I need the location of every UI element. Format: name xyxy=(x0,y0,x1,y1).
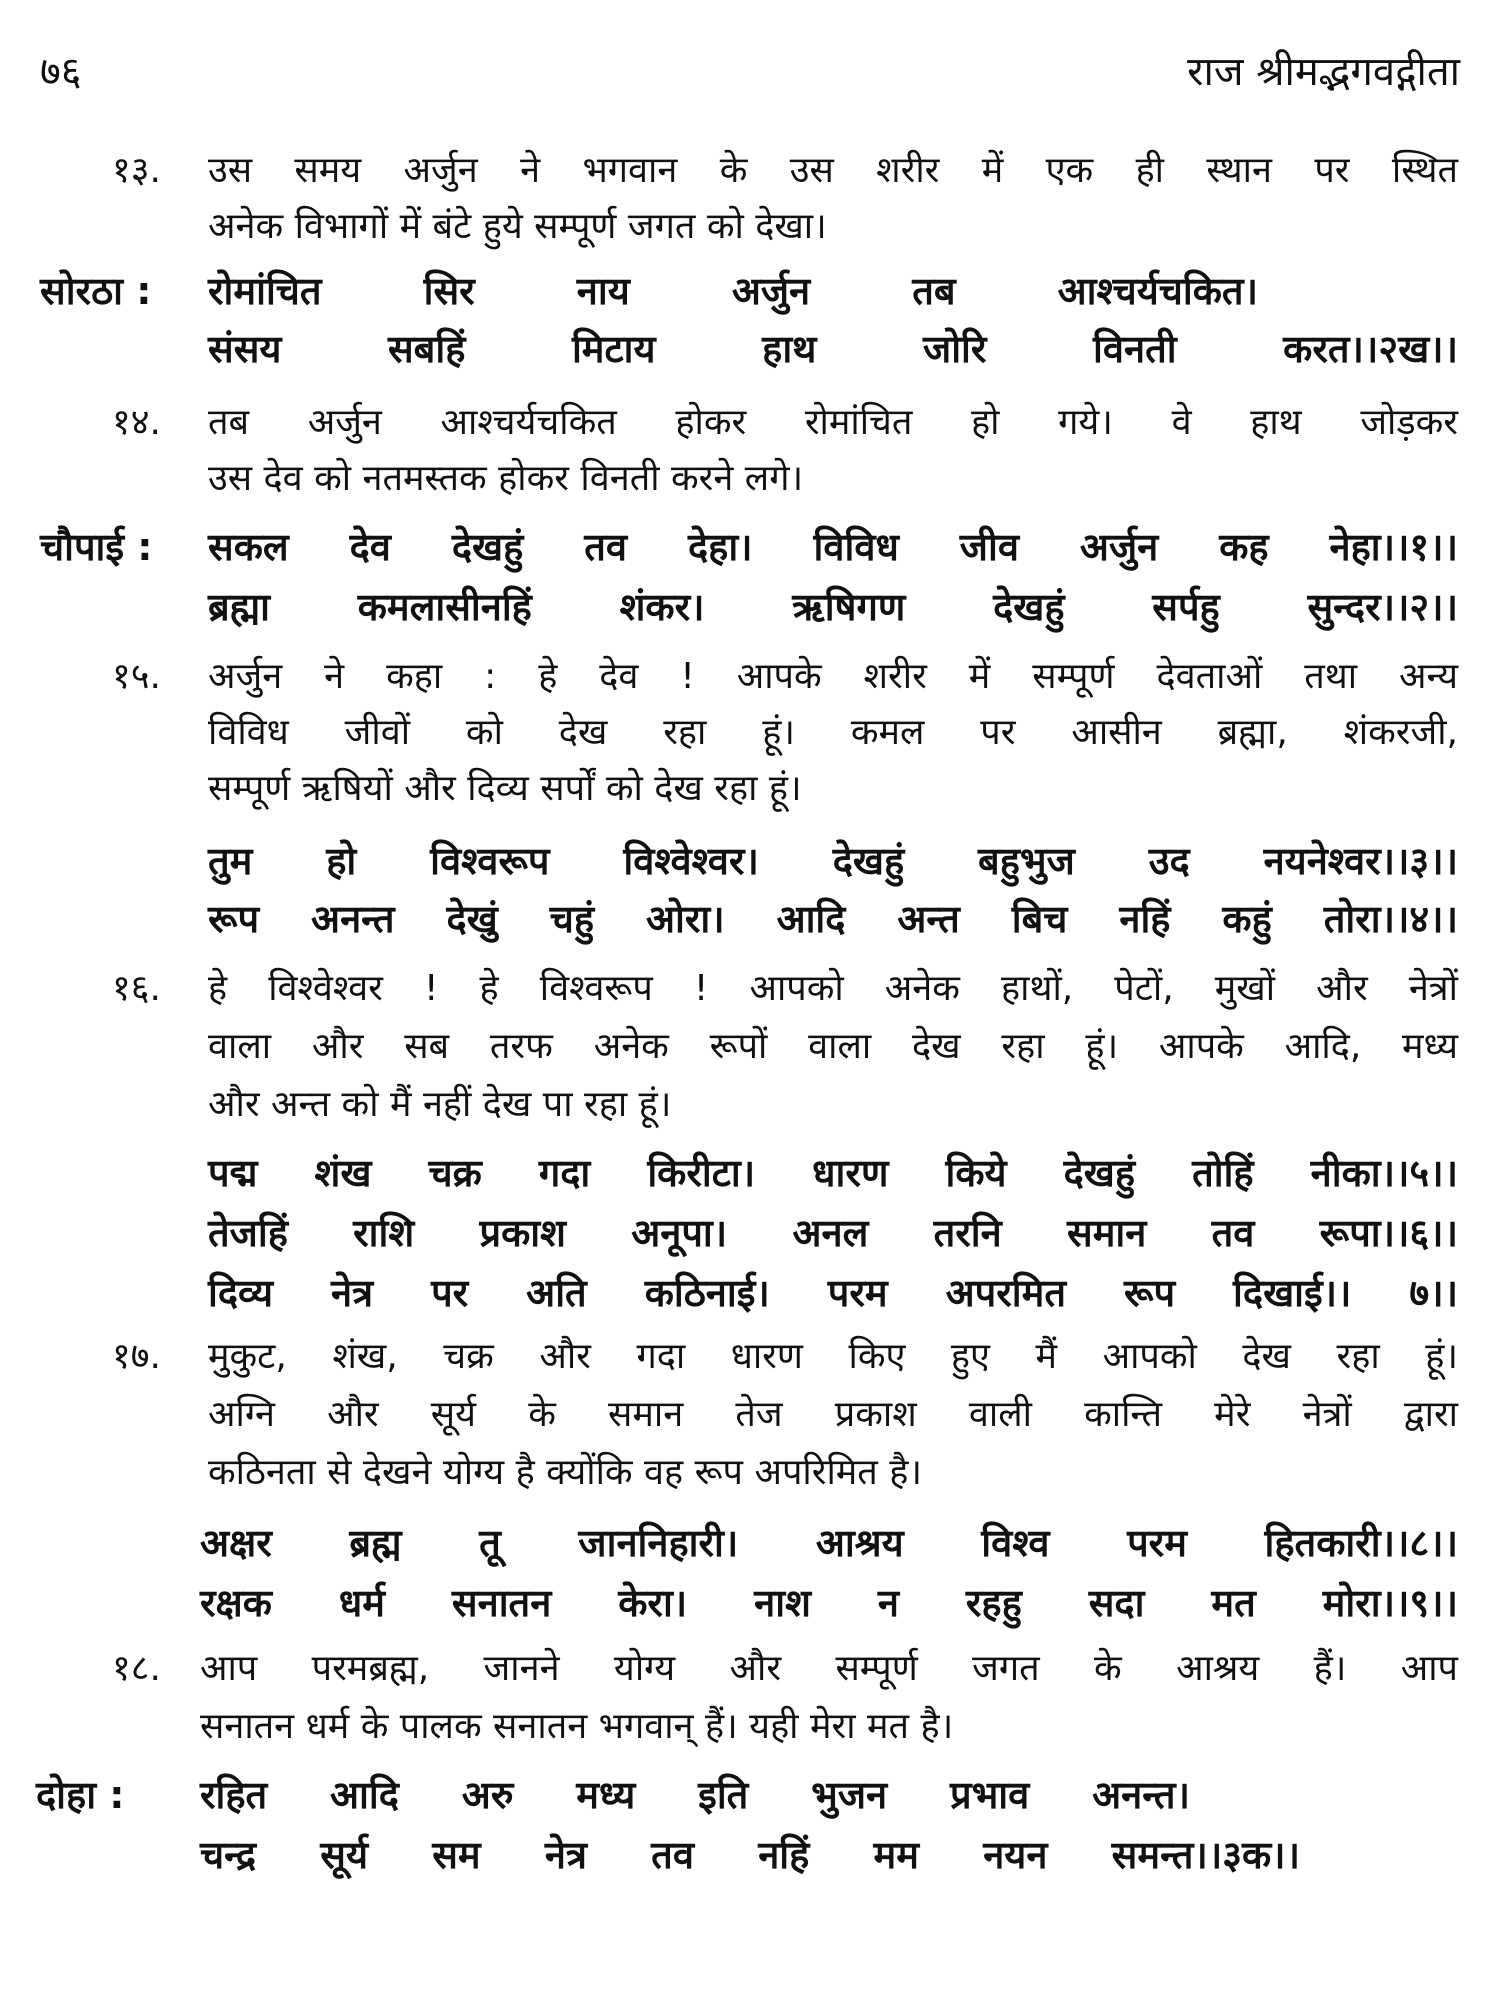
prose-line: वाला और सब तरफ अनेक रूपों वाला देख रहा हूं। आपके आदि, मध्य xyxy=(208,1026,1458,1067)
verse-line: रहित आदि अरु मध्य इति भुजन प्रभाव अनन्त। xyxy=(200,1773,1190,1817)
verse-label-chaupai: चौपाई : xyxy=(40,525,153,569)
verse-line: ब्रह्मा कमलासीनहिं शंकर। ऋषिगण देखहुं सर्पहु सुन्दर।।२।। xyxy=(208,585,1458,629)
verse-label-sortha: सोरठा : xyxy=(40,269,152,313)
prose-line: उस समय अर्जुन ने भगवान के उस शरीर में एक ही स्थान पर स्थित xyxy=(208,150,1458,191)
verse-line: अक्षर ब्रह्म तू जाननिहारी। आश्रय विश्व परम हितकारी।।८।। xyxy=(200,1521,1458,1565)
prose-line: हे विश्वेश्वर ! हे विश्वरूप ! आपको अनेक हाथों, पेटों, मुखों और नेत्रों xyxy=(208,968,1458,1009)
paragraph-number: १७. xyxy=(112,1336,161,1377)
paragraph-number: १५. xyxy=(112,656,161,697)
verse-line: रूप अनन्त देखुं चहुं ओरा। आदि अन्त बिच नहिं कहुं तोरा।।४।। xyxy=(208,897,1458,941)
paragraph-number: १६. xyxy=(112,968,161,1009)
page-header xyxy=(40,42,1460,102)
paragraph-number: १३. xyxy=(112,150,161,191)
paragraph-number: १४. xyxy=(112,402,161,443)
prose-line: उस देव को नतमस्तक होकर विनती करने लगे। xyxy=(208,458,804,499)
page-number: ७६ xyxy=(40,49,82,95)
prose-line: सनातन धर्म के पालक सनातन भगवान् हैं। यही मेरा मत है। xyxy=(200,1706,954,1747)
prose-line: सम्पूर्ण ऋषियों और दिव्य सर्पों को देख रहा हूं। xyxy=(208,768,802,809)
paragraph-number: १८. xyxy=(112,1648,161,1689)
verse-line: पद्म शंख चक्र गदा किरीटा। धारण किये देखहुं तोहिं नीका।।५।। xyxy=(208,1151,1458,1195)
prose-line: आप परमब्रह्म, जानने योग्य और सम्पूर्ण जगत के आश्रय हैं। आप xyxy=(200,1648,1458,1689)
verse-line: रक्षक धर्म सनातन केरा। नाश न रहहु सदा मत मोरा।।९।। xyxy=(200,1581,1458,1625)
prose-line: और अन्त को मैं नहीं देख पा रहा हूं। xyxy=(208,1084,672,1125)
prose-line: अनेक विभागों में बंटे हुये सम्पूर्ण जगत को देखा। xyxy=(208,206,827,247)
prose-line: मुकुट, शंख, चक्र और गदा धारण किए हुए मैं आपको देख रहा हूं। xyxy=(208,1336,1458,1377)
verse-line: सकल देव देखहुं तव देहा। विविध जीव अर्जुन कह नेहा।।१।। xyxy=(208,525,1458,569)
verse-line: तुम हो विश्वरूप विश्वेश्वर। देखहुं बहुभुज उद नयनेश्वर।।३।। xyxy=(208,839,1458,883)
prose-line: तब अर्जुन आश्चर्यचकित होकर रोमांचित हो गये। वे हाथ जोड़कर xyxy=(208,402,1458,443)
running-title: राज श्रीमद्भगवद्गीता xyxy=(1187,49,1460,95)
prose-line: अग्नि और सूर्य के समान तेज प्रकाश वाली कान्ति मेरे नेत्रों द्वारा xyxy=(208,1394,1458,1435)
prose-line: कठिनता से देखने योग्य है क्योंकि वह रूप अपरिमित है। xyxy=(208,1452,923,1493)
verse-line: तेजहिं राशि प्रकाश अनूपा। अनल तरनि समान तव रूपा।।६।। xyxy=(208,1211,1458,1255)
prose-line: अर्जुन ने कहा : हे देव ! आपके शरीर में सम्पूर्ण देवताओं तथा अन्य xyxy=(208,656,1458,697)
verse-line: दिव्य नेत्र पर अति कठिनाई। परम अपरमित रूप दिखाई।। ७।। xyxy=(208,1271,1458,1315)
verse-line: चन्द्र सूर्य सम नेत्र तव नहिं मम नयन समन्त।।३क।। xyxy=(200,1833,1300,1877)
verse-label-doha: दोहा : xyxy=(36,1773,125,1817)
verse-line: रोमांचित सिर नाय अर्जुन तब आश्चर्यचकित। xyxy=(208,269,1258,313)
prose-line: विविध जीवों को देख रहा हूं। कमल पर आसीन ब्रह्मा, शंकरजी, xyxy=(208,712,1458,753)
verse-line: संसय सबहिं मिटाय हाथ जोरि विनती करत।।२ख।। xyxy=(208,327,1458,371)
